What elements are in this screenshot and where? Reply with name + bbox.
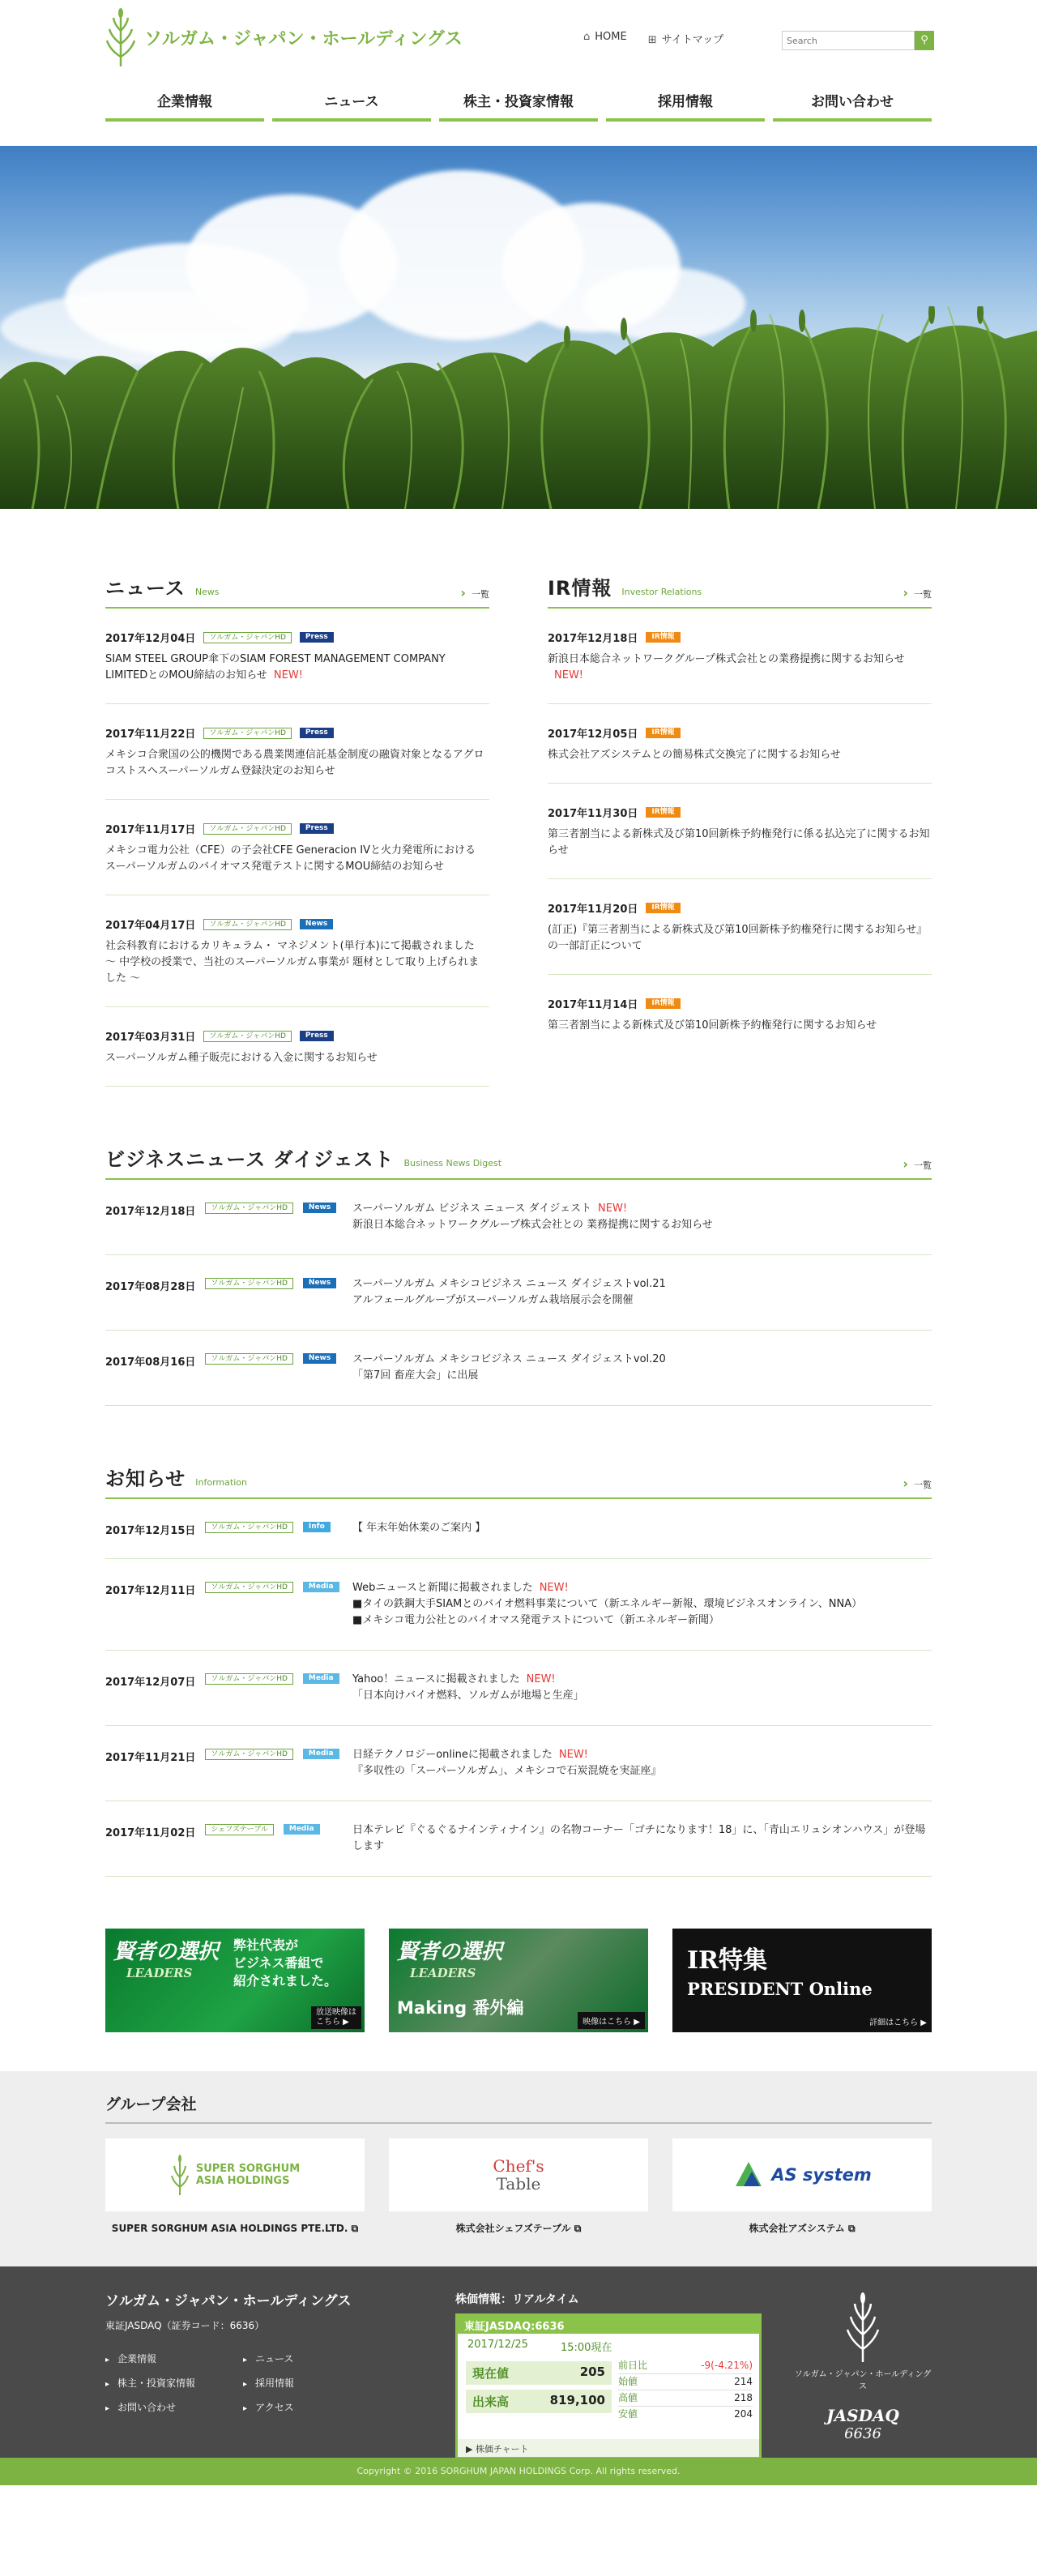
leaders-tv-banner[interactable] [105, 1929, 365, 2032]
new-badge: NEW! [558, 1749, 588, 1761]
info-item[interactable] [105, 1651, 932, 1726]
company-tag: ソルガム・ジャパンHD [203, 728, 292, 739]
digest-subtitle: Business News Digest [403, 1158, 502, 1168]
sitemap-label: サイトマップ [661, 34, 724, 46]
banner-subtitle: LEADERS [126, 1966, 193, 1980]
category-badge: Press [300, 728, 334, 738]
sitemap-icon: ⊞ [647, 34, 657, 46]
company-tag: ソルガム・ジャパンHD [203, 632, 292, 643]
company-tag: シェフズテーブル [205, 1824, 273, 1835]
home-label: HOME [595, 31, 627, 43]
news-title: ニュース [105, 577, 186, 600]
stock-chart-link[interactable] [458, 2439, 759, 2457]
digest-section [105, 1143, 932, 1406]
news-text: 社会科教育におけるカリキュラム・ マネジメント(単行本)にて掲載されました [105, 940, 475, 952]
stock-date: 2017/12/25 [467, 2339, 528, 2351]
jasdaq-code: 6636 [844, 2425, 881, 2442]
sorghum-logo-icon [170, 2155, 190, 2195]
new-badge: NEW! [539, 1582, 569, 1594]
ir-badge: IR情報 [646, 998, 680, 1009]
info-text: Yahoo！ニュースに掲載されました [352, 1673, 520, 1685]
home-icon: ⌂ [583, 31, 591, 43]
volume-label: 出来高 [472, 2394, 510, 2409]
info-title: お知らせ [105, 1467, 186, 1490]
news-text: メキシコ電力公社（CFE）の子会社CFE Generacion IVと火力発電所における スーパーソルガムのバイオマス発電テストに関するMOU締結のお知らせ [105, 844, 476, 873]
category-badge: Press [300, 1031, 334, 1041]
news-item[interactable] [105, 895, 489, 1007]
company-name: ソルガム・ジャパン・ホールディングス [144, 28, 463, 49]
category-badge: News [303, 1353, 336, 1364]
group-logo-text: Chef's [493, 2156, 544, 2176]
ir-text: 株式会社アズシステムとの簡易株式交換完了に関するお知らせ [548, 749, 841, 761]
info-text-sub: ■メキシコ電力公社とのバイオマス発電テストについて（新エネルギー新聞） [352, 1614, 719, 1626]
ir-date: 2017年12月18日 [548, 633, 638, 645]
company-logo[interactable] [105, 8, 463, 66]
sorghum-logo-icon [105, 8, 136, 66]
search-box [782, 31, 934, 50]
category-badge: Press [300, 632, 334, 643]
news-date: 2017年12月04日 [105, 633, 196, 645]
news-text: メキシコ合衆国の公的機関である農業関連信託基金制度の融資対象となるアグロコストスへスーパーソルガム登録決定のお知らせ [105, 749, 484, 777]
jasdaq-logo: JASDAQ [826, 2406, 899, 2425]
category-badge: Media [303, 1673, 339, 1684]
ir-special-banner[interactable] [672, 1929, 932, 2032]
info-text: 日本テレビ『ぐるぐるナインティナイン』の名物コーナー「ゴチになります！18」に、「青山エリュシオンハウス」が登場します [352, 1824, 926, 1852]
banner-main-text: Making 番外編 [397, 1998, 524, 2018]
company-tag: ソルガム・ジャパンHD [205, 1749, 293, 1760]
banner-cta: 映像はこちら ▶ [578, 2012, 645, 2029]
footer-link-recruit[interactable]: ▸ 採用情報 [243, 2372, 340, 2396]
play-icon: ▶ [466, 2444, 476, 2454]
stock-volume: 819,100 [549, 2393, 605, 2407]
digest-text: スーパーソルガム ビジネス ニュース ダイジェスト [352, 1203, 592, 1215]
banner-main-text: PRESIDENT Online [687, 1979, 873, 1999]
news-date: 2017年04月17日 [105, 920, 196, 932]
news-text-sub: ～ 中学校の授業で、当社のスーパーソルガム事業が 題材として取り上げられました ～ [105, 956, 480, 985]
group-logo-text: Table [496, 2174, 541, 2194]
ir-item[interactable] [548, 784, 932, 879]
footer-link-access[interactable]: ▸ アクセス [243, 2396, 340, 2420]
category-badge: News [303, 1203, 336, 1213]
news-date: 2017年11月17日 [105, 824, 196, 836]
info-date: 2017年11月02日 [105, 1827, 196, 1839]
as-system-logo-icon [732, 2159, 765, 2191]
sorghum-field [0, 306, 1037, 509]
company-tag: ソルガム・ジャパンHD [205, 1203, 293, 1214]
ir-title: IR情報 [548, 577, 612, 600]
price-label: 現在値 [472, 2366, 510, 2381]
ir-item[interactable] [548, 879, 932, 975]
digest-text: スーパーソルガム メキシコビジネス ニュース ダイジェストvol.21 [352, 1278, 666, 1290]
category-badge: Media [303, 1582, 339, 1592]
digest-item[interactable] [105, 1180, 932, 1255]
ir-item[interactable] [548, 975, 932, 1053]
open-label: 始値 [618, 2376, 638, 2387]
footer-logo-text: ソルガム・ジャパン・ホールディングス [794, 2370, 932, 2391]
nav-recruit[interactable]: 採用情報 [606, 88, 765, 122]
nav-contact[interactable]: お問い合わせ [773, 88, 932, 122]
company-tag: ソルガム・ジャパンHD [205, 1522, 293, 1533]
company-tag: ソルガム・ジャパンHD [205, 1673, 293, 1685]
ir-item[interactable] [548, 609, 932, 704]
leaders-making-banner[interactable] [389, 1929, 648, 2032]
info-item[interactable] [105, 1801, 932, 1877]
info-more-link[interactable]: › 一覧 [903, 1476, 932, 1491]
external-link-icon: ⧉ [847, 2223, 856, 2234]
ir-badge: IR情報 [646, 632, 680, 643]
stock-price: 205 [579, 2365, 605, 2379]
group-company-name: SUPER SORGHUM ASIA HOLDINGS PTE.LTD. [111, 2223, 348, 2234]
info-text: 【 年末年始休業のご案内 】 [352, 1522, 486, 1534]
info-item[interactable] [105, 1499, 932, 1559]
nav-ir[interactable]: 株主・投資家情報 [439, 88, 598, 122]
ir-subtitle: Investor Relations [621, 587, 702, 597]
footer-link-ir[interactable]: ▸ 株主・投資家情報 [105, 2372, 243, 2396]
ir-text: 第三者割当による新株式及び第10回新株予約権発行に関するお知らせ [548, 1019, 877, 1032]
group-companies [0, 2071, 1037, 2266]
digest-item[interactable] [105, 1331, 932, 1406]
company-tag: ソルガム・ジャパンHD [203, 823, 292, 835]
home-link[interactable] [583, 31, 627, 46]
banner-cta: 放送映像は こちら ▶ [311, 2006, 361, 2029]
group-company-name: 株式会社アズシステム [749, 2223, 845, 2234]
ir-text: 新浪日本総合ネットワークグループ株式会社との業務提携に関するお知らせ [548, 653, 905, 665]
external-link-icon: ⧉ [574, 2223, 582, 2234]
info-text: 日経テクノロジーonlineに掲載されました [352, 1749, 553, 1761]
category-badge: Media [284, 1824, 320, 1835]
footer-logo [794, 2292, 932, 2442]
global-nav [105, 88, 932, 122]
info-date: 2017年12月07日 [105, 1677, 196, 1689]
footer [0, 2266, 1037, 2485]
site-header [0, 0, 1037, 146]
banner-main-text: 弊社代表が ビジネス番組で 紹介されました。 [233, 1937, 338, 1989]
digest-more-link[interactable]: › 一覧 [903, 1156, 932, 1172]
news-text: SIAM STEEL GROUP傘下のSIAM FOREST MANAGEMENT COMPANY LIMITEDとのMOU締結のお知らせ [105, 653, 446, 681]
company-tag: ソルガム・ジャパンHD [203, 1031, 292, 1042]
ir-date: 2017年12月05日 [548, 728, 638, 741]
nav-news[interactable]: ニュース [272, 88, 431, 122]
ir-badge: IR情報 [646, 728, 680, 738]
info-date: 2017年11月21日 [105, 1752, 196, 1764]
news-item[interactable] [105, 609, 489, 704]
ir-badge: IR情報 [646, 903, 680, 913]
footer-stock-code: 東証JASDAQ（証券コード：6636） [105, 2320, 265, 2331]
company-tag: ソルガム・ジャパンHD [205, 1582, 293, 1593]
copyright: Copyright © 2016 SORGHUM JAPAN HOLDINGS Corp. All rights reserved. [0, 2458, 1037, 2485]
ir-text: (訂正)『第三者割当による新株式及び第10回新株予約権発行に関するお知らせ』の一部訂正について [548, 924, 928, 952]
ir-item[interactable] [548, 704, 932, 784]
news-item[interactable] [105, 1007, 489, 1087]
digest-item[interactable] [105, 1255, 932, 1331]
stock-time: 15:00現在 [560, 2342, 612, 2354]
digest-text-sub: 「第7回 畜産大会」に出展 [352, 1369, 479, 1382]
group-company[interactable] [672, 2138, 932, 2236]
digest-text-sub: 新浪日本総合ネットワークグループ株式会社との 業務提携に関するお知らせ [352, 1219, 713, 1231]
ir-date: 2017年11月30日 [548, 808, 638, 820]
change-label: 前日比 [618, 2360, 648, 2371]
stock-widget [455, 2313, 762, 2459]
news-item[interactable] [105, 800, 489, 895]
stock-low: 204 [734, 2408, 753, 2420]
stock-info-label: 株価情報：リアルタイム [455, 2293, 579, 2306]
ir-badge: IR情報 [646, 807, 680, 818]
banner-cta: 詳細はこちら ▶ [869, 2019, 927, 2027]
company-tag: ソルガム・ジャパンHD [205, 1278, 293, 1289]
stock-change: -9(-4.21%) [701, 2360, 753, 2371]
group-company-name: 株式会社シェフズテーブル [455, 2223, 571, 2234]
footer-company-name: ソルガム・ジャパン・ホールディングス [105, 2293, 352, 2309]
banner-title: 賢者の選択 [397, 1940, 503, 1964]
digest-date: 2017年12月18日 [105, 1206, 196, 1218]
news-text: スーパーソルガム種子販売における入金に関するお知らせ [105, 1052, 378, 1064]
info-date: 2017年12月11日 [105, 1585, 196, 1597]
digest-date: 2017年08月28日 [105, 1281, 196, 1293]
new-badge: NEW! [598, 1203, 628, 1215]
ir-section [548, 572, 932, 1087]
info-item[interactable] [105, 1559, 932, 1651]
search-button[interactable] [915, 31, 934, 50]
utility-links [583, 31, 723, 46]
footer-link-contact[interactable]: ▸ お問い合わせ [105, 2396, 243, 2420]
footer-link-company[interactable]: ▸ 企業情報 [105, 2347, 243, 2372]
banner-title: 賢者の選択 [113, 1940, 220, 1964]
company-tag: ソルガム・ジャパンHD [205, 1353, 293, 1365]
news-section [105, 572, 489, 1087]
digest-title: ビジネスニュース ダイジェスト [105, 1148, 395, 1171]
search-icon: ⚲ [920, 34, 928, 46]
news-date: 2017年11月22日 [105, 728, 196, 741]
external-link-icon: ⧉ [351, 2223, 359, 2234]
stock-market: 東証JASDAQ:6636 [458, 2316, 759, 2334]
category-badge: Press [300, 823, 334, 834]
new-badge: NEW! [554, 669, 584, 681]
banner-subtitle: LEADERS [410, 1966, 476, 1980]
hero-image [0, 146, 1037, 509]
nav-company[interactable]: 企業情報 [105, 88, 264, 122]
ir-date: 2017年11月20日 [548, 904, 638, 916]
category-badge: Media [303, 1749, 339, 1759]
sorghum-logo-icon [845, 2292, 881, 2362]
group-title: グループ会社 [105, 2092, 932, 2124]
new-badge: NEW! [273, 669, 303, 681]
digest-date: 2017年08月16日 [105, 1356, 196, 1369]
digest-text-sub: アルフェールグループがスーパーソルガム栽培展示会を開催 [352, 1294, 634, 1306]
group-logo-text: AS system [771, 2165, 872, 2185]
group-company[interactable] [105, 2138, 365, 2236]
stock-high: 218 [734, 2392, 753, 2403]
category-badge: News [303, 1278, 336, 1288]
info-date: 2017年12月15日 [105, 1525, 196, 1537]
ir-more-link[interactable]: › 一覧 [903, 585, 932, 600]
ir-text: 第三者割当による新株式及び第10回新株予約権発行に係る払込完了に関するお知らせ [548, 828, 930, 857]
low-label: 安値 [618, 2408, 638, 2420]
info-section [105, 1463, 932, 1877]
info-text-sub: 『多収性の「スーパーソルガム」、メキシコで石炭混焼を実証座』 [352, 1765, 662, 1777]
banner-row [105, 1929, 932, 2032]
group-logo-text: SUPER SORGHUM ASIA HOLDINGS [195, 2163, 301, 2187]
high-label: 高値 [618, 2392, 638, 2403]
info-text-sub: ■タイの鉄鋼大手SIAMとのバイオ燃料事業について（新エネルギー新報、環境ビジネスオンライン、NNA） [352, 1598, 863, 1610]
stock-open: 214 [734, 2376, 753, 2387]
digest-text: スーパーソルガム メキシコビジネス ニュース ダイジェストvol.20 [352, 1353, 666, 1365]
news-subtitle: News [194, 587, 220, 597]
category-badge: News [300, 919, 333, 929]
footer-link-news[interactable]: ▸ ニュース [243, 2347, 340, 2372]
group-company[interactable] [389, 2138, 648, 2236]
company-tag: ソルガム・ジャパンHD [203, 919, 292, 930]
stock-chart-label: 株価チャート [475, 2444, 529, 2454]
news-date: 2017年03月31日 [105, 1032, 196, 1044]
info-text: Webニュースと新聞に掲載されました [352, 1582, 533, 1594]
sitemap-link[interactable] [648, 31, 723, 46]
banner-title: IR特集 [687, 1946, 767, 1975]
category-badge: Info [303, 1522, 331, 1532]
info-subtitle: Information [195, 1477, 247, 1488]
info-item[interactable] [105, 1726, 932, 1801]
news-item[interactable] [105, 704, 489, 800]
search-input[interactable] [782, 31, 915, 50]
info-text-sub: 「日本向けバイオ燃料、ソルガムが地場と生産」 [352, 1690, 584, 1702]
news-more-link[interactable]: › 一覧 [460, 585, 489, 600]
ir-date: 2017年11月14日 [548, 999, 638, 1011]
new-badge: NEW! [526, 1673, 556, 1685]
